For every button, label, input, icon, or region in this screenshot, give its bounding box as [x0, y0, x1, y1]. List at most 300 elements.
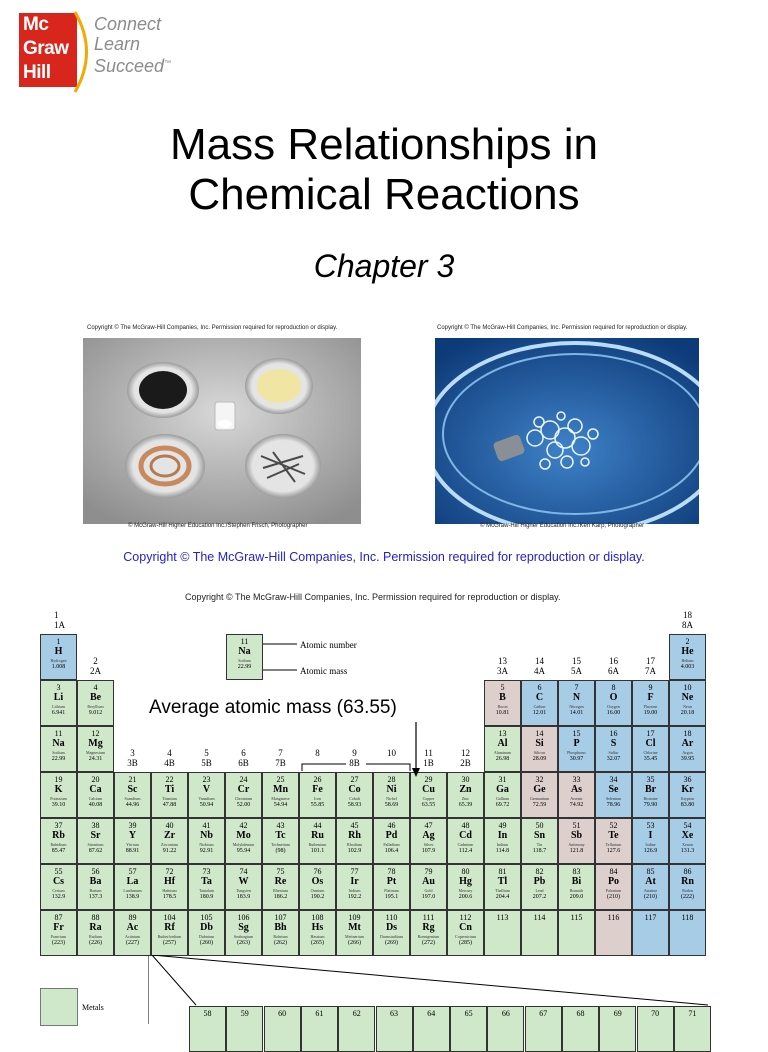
element-name: Tantalum: [198, 888, 215, 893]
element-name: Radium: [89, 934, 102, 939]
element-name: Selenium: [605, 796, 622, 801]
photo-reaction: [435, 338, 699, 524]
element-name: Palladium: [383, 842, 400, 847]
element-number: 57: [128, 867, 137, 876]
lanthanide-cell: [189, 1006, 226, 1052]
element-cell: [558, 818, 595, 864]
element-mass: 50.94: [199, 802, 214, 808]
element-symbol: La: [126, 876, 139, 887]
group-number: 1: [54, 610, 59, 620]
element-cell: [151, 818, 188, 864]
element-mass: 195.1: [384, 894, 399, 900]
element-number: 118: [681, 913, 694, 922]
trademark: ™: [164, 60, 172, 67]
element-number: 33: [572, 775, 581, 784]
element-name: Ruthenium: [308, 842, 327, 847]
element-name: Rutherfordium: [157, 934, 182, 939]
element-name: Iodine: [645, 842, 656, 847]
reaction-photo-illustration: [435, 338, 699, 524]
element-mass: 32.07: [606, 756, 621, 762]
element-cell: [373, 910, 410, 956]
element-name: Krypton: [680, 796, 695, 801]
element-cell: [521, 864, 558, 910]
element-mass: 22.99: [51, 756, 66, 762]
element-number: 114: [533, 913, 546, 922]
lanthanide-cell: [674, 1006, 711, 1052]
element-mass: 102.9: [347, 848, 362, 854]
element-number: 46: [387, 821, 396, 830]
element-number: 85: [646, 867, 655, 876]
element-symbol: Nb: [200, 830, 213, 841]
group-label: 2B: [460, 758, 471, 768]
element-symbol: Ge: [533, 784, 546, 795]
group-label: 3B: [127, 758, 138, 768]
element-mass: 55.85: [310, 802, 325, 808]
group-label: 6B: [238, 758, 249, 768]
element-number: 5: [500, 683, 505, 692]
element-mass: 58.93: [347, 802, 362, 808]
element-cell: [558, 772, 595, 818]
key-number: 11: [240, 637, 249, 646]
group-header: [54, 610, 91, 630]
element-name: Zinc: [461, 796, 470, 801]
element-mass: 65.39: [458, 802, 473, 808]
element-mass: 39.10: [51, 802, 66, 808]
element-cell: [151, 772, 188, 818]
element-mass: 91.22: [162, 848, 177, 854]
element-cell: [299, 818, 336, 864]
element-number: 22: [165, 775, 174, 784]
photo1-copyright: Copyright © The McGraw-Hill Companies, Inc. Permission required for reproduction or display.: [87, 325, 338, 331]
element-mass: (222): [681, 894, 694, 900]
lanthanide-cell: [450, 1006, 487, 1052]
element-cell: [336, 864, 373, 910]
element-number: 12: [91, 729, 100, 738]
element-cell: [521, 726, 558, 772]
element-symbol: Hs: [311, 922, 324, 933]
element-name: Copernicium: [455, 934, 476, 939]
lanthanide-cell: [301, 1006, 338, 1052]
element-cell: [669, 634, 706, 680]
element-name: Cadmium: [457, 842, 474, 847]
element-cell: [77, 818, 114, 864]
element-symbol: Ga: [496, 784, 509, 795]
logo-line-3: Hill: [23, 62, 51, 83]
element-symbol: W: [238, 876, 249, 887]
element-cell: [336, 910, 373, 956]
element-mass: 101.1: [310, 848, 325, 854]
element-symbol: Pt: [386, 876, 397, 887]
element-number: 29: [424, 775, 433, 784]
element-symbol: C: [535, 692, 544, 703]
key-cell: [226, 634, 263, 680]
element-number: 77: [350, 867, 359, 876]
element-mass: 44.96: [125, 802, 140, 808]
group-8b-bracket: [300, 755, 412, 773]
element-number: 84: [609, 867, 618, 876]
element-number: 61: [315, 1009, 324, 1018]
element-name: Copper: [422, 796, 435, 801]
element-number: 14: [535, 729, 544, 738]
element-name: Gallium: [495, 796, 510, 801]
logo-line-1: Mc: [23, 14, 49, 35]
element-number: 47: [424, 821, 433, 830]
element-name: Barium: [89, 888, 102, 893]
chapter-subtitle: Chapter 3: [313, 248, 455, 284]
element-cell: [77, 680, 114, 726]
element-number: 23: [202, 775, 211, 784]
tagline-succeed: Succeed: [94, 56, 165, 76]
element-mass: 47.88: [162, 802, 177, 808]
group-header: [225, 748, 262, 768]
element-symbol: Bh: [274, 922, 287, 933]
element-cell: [225, 772, 262, 818]
element-symbol: Sg: [238, 922, 249, 933]
element-symbol: Sn: [533, 830, 546, 841]
element-cell: [558, 910, 595, 956]
element-symbol: Sb: [570, 830, 583, 841]
element-cell: [114, 818, 151, 864]
element-name: Nickel: [386, 796, 397, 801]
element-name: Meitnerium: [345, 934, 364, 939]
element-mass: 9.012: [88, 710, 103, 716]
element-number: 65: [464, 1009, 473, 1018]
key-mass: 22.99: [237, 664, 252, 670]
element-number: 76: [313, 867, 322, 876]
element-number: 59: [240, 1009, 249, 1018]
photo-substances: [83, 338, 361, 524]
element-name: Radon: [682, 888, 693, 893]
element-cell: [669, 864, 706, 910]
group-header: [595, 656, 632, 676]
element-mass: (227): [126, 940, 139, 946]
element-cell: [373, 772, 410, 818]
element-number: 6: [537, 683, 542, 692]
element-name: Rhodium: [347, 842, 362, 847]
element-cell: [447, 818, 484, 864]
element-number: 105: [200, 913, 213, 922]
element-symbol: Tc: [275, 830, 286, 841]
periodic-table-copyright: Copyright © The McGraw-Hill Companies, Inc. Permission required for reproduction or display.: [185, 592, 561, 602]
group-label: 8B: [349, 758, 360, 768]
element-number: 28: [387, 775, 396, 784]
element-symbol: Co: [348, 784, 361, 795]
element-symbol: Cl: [645, 738, 656, 749]
element-mass: 10.81: [495, 710, 510, 716]
element-number: 67: [539, 1009, 548, 1018]
element-number: 116: [607, 913, 620, 922]
element-cell: [40, 680, 77, 726]
element-number: 51: [572, 821, 581, 830]
element-number: 38: [91, 821, 100, 830]
group-label: 4B: [164, 758, 175, 768]
element-mass: 4.003: [680, 664, 695, 670]
lanthanide-cell: [264, 1006, 301, 1052]
element-name: Niobium: [199, 842, 214, 847]
element-symbol: Sr: [90, 830, 101, 841]
element-cell: [40, 864, 77, 910]
element-name: Manganese: [271, 796, 290, 801]
element-cell: [151, 910, 188, 956]
element-symbol: Hf: [163, 876, 176, 887]
element-cell: [188, 910, 225, 956]
element-mass: (266): [348, 940, 361, 946]
group-label: 5A: [571, 666, 582, 676]
group-header: [114, 748, 151, 768]
key-symbol: Na: [238, 646, 251, 657]
element-symbol: Ca: [89, 784, 102, 795]
group-header: [484, 656, 521, 676]
group-header: [447, 748, 484, 768]
element-cell: [336, 772, 373, 818]
element-symbol: Mt: [348, 922, 361, 933]
group-label: 7B: [275, 758, 286, 768]
element-name: Xenon: [682, 842, 693, 847]
element-cell: [40, 818, 77, 864]
element-cell: [40, 910, 77, 956]
element-symbol: Cd: [459, 830, 472, 841]
element-mass: 79.90: [643, 802, 658, 808]
element-cell: [373, 818, 410, 864]
lanthanide-cell: [562, 1006, 599, 1052]
key-pointer-lines: [263, 638, 303, 678]
element-symbol: Zr: [163, 830, 176, 841]
element-mass: (260): [200, 940, 213, 946]
element-mass: 19.00: [643, 710, 658, 716]
element-symbol: Y: [128, 830, 137, 841]
element-mass: 106.4: [384, 848, 399, 854]
element-symbol: Cn: [459, 922, 472, 933]
element-number: 88: [91, 913, 100, 922]
element-cell: [595, 680, 632, 726]
element-symbol: Rh: [348, 830, 361, 841]
element-mass: 190.2: [310, 894, 325, 900]
element-name: Tellurium: [605, 842, 622, 847]
element-cell: [521, 818, 558, 864]
element-symbol: Ac: [126, 922, 139, 933]
group-label: 4A: [534, 666, 545, 676]
element-mass: 1.008: [51, 664, 66, 670]
element-number: 109: [348, 913, 361, 922]
element-number: 48: [461, 821, 470, 830]
element-symbol: Os: [311, 876, 324, 887]
element-cell: [40, 634, 77, 680]
element-number: 10: [683, 683, 692, 692]
element-number: 81: [498, 867, 507, 876]
element-number: 34: [609, 775, 618, 784]
element-cell: [669, 910, 706, 956]
element-cell: [40, 772, 77, 818]
key-name: Sodium: [238, 658, 251, 663]
group-label: 1A: [54, 620, 65, 630]
element-cell: [188, 772, 225, 818]
tagline-learn: Learn: [94, 34, 141, 54]
element-number: 66: [501, 1009, 510, 1018]
element-cell: [410, 864, 447, 910]
element-cell: [484, 910, 521, 956]
element-number: 110: [385, 913, 398, 922]
element-number: 39: [128, 821, 137, 830]
element-number: 19: [54, 775, 63, 784]
photo2-copyright: Copyright © The McGraw-Hill Companies, Inc. Permission required for reproduction or display.: [437, 325, 688, 331]
element-symbol: Na: [52, 738, 65, 749]
element-number: 70: [651, 1009, 660, 1018]
group-number: 13: [498, 656, 507, 666]
lanthanide-cell: [637, 1006, 674, 1052]
element-symbol: Te: [608, 830, 619, 841]
element-number: 24: [239, 775, 248, 784]
element-number: 55: [54, 867, 63, 876]
element-number: 111: [422, 913, 435, 922]
element-cell: [77, 864, 114, 910]
element-mass: 12.01: [532, 710, 547, 716]
element-number: 26: [313, 775, 322, 784]
element-name: Nitrogen: [569, 704, 584, 709]
element-symbol: Bi: [571, 876, 582, 887]
element-mass: 197.0: [421, 894, 436, 900]
element-cell: [595, 864, 632, 910]
element-cell: [521, 680, 558, 726]
element-cell: [77, 772, 114, 818]
element-number: 75: [276, 867, 285, 876]
element-mass: 192.2: [347, 894, 362, 900]
element-symbol: Fe: [312, 784, 323, 795]
element-mass: (269): [385, 940, 398, 946]
element-name: Cobalt: [349, 796, 360, 801]
element-number: 58: [203, 1009, 212, 1018]
group-label: 1B: [423, 758, 434, 768]
element-number: 1: [56, 637, 61, 646]
logo-line-2: Graw: [23, 38, 69, 59]
element-number: 64: [427, 1009, 436, 1018]
tagline-connect: Connect: [94, 14, 162, 34]
group-header: [77, 656, 114, 676]
group-number: 16: [609, 656, 618, 666]
group-number: 17: [646, 656, 655, 666]
element-cell: [632, 680, 669, 726]
element-number: 107: [274, 913, 287, 922]
element-cell: [114, 864, 151, 910]
element-cell: [632, 772, 669, 818]
element-mass: 126.9: [643, 848, 658, 854]
slide-title: [0, 120, 768, 220]
lanthanide-cell: [376, 1006, 413, 1052]
element-name: Titanium: [162, 796, 177, 801]
element-mass: 83.80: [680, 802, 695, 808]
element-name: Astatine: [643, 888, 658, 893]
element-symbol: Ba: [89, 876, 102, 887]
element-name: Polonium: [605, 888, 622, 893]
element-number: 30: [461, 775, 470, 784]
photo1-credit: © McGraw-Hill Higher Education Inc./Stephen Frisch, Photographer: [128, 523, 308, 529]
element-cell: [632, 726, 669, 772]
element-mass: (285): [459, 940, 472, 946]
element-name: Iron: [314, 796, 321, 801]
element-mass: 209.0: [569, 894, 584, 900]
element-number: 52: [609, 821, 618, 830]
element-name: Vanadium: [198, 796, 215, 801]
element-mass: 118.7: [532, 848, 547, 854]
group-number: 4: [167, 748, 172, 758]
element-name: Antimony: [568, 842, 585, 847]
element-symbol: Sc: [127, 784, 138, 795]
element-cell: [669, 818, 706, 864]
element-number: 25: [276, 775, 285, 784]
element-name: Hydrogen: [50, 658, 67, 663]
element-symbol: B: [499, 692, 506, 703]
element-cell: [632, 910, 669, 956]
element-cell: [558, 726, 595, 772]
element-number: 3: [56, 683, 61, 692]
lanthanide-cell: [338, 1006, 375, 1052]
logo-tagline: [94, 14, 171, 76]
element-symbol: Ne: [681, 692, 694, 703]
element-number: 73: [202, 867, 211, 876]
group-number: 6: [241, 748, 246, 758]
element-symbol: Tl: [497, 876, 508, 887]
element-number: 80: [461, 867, 470, 876]
element-mass: (226): [89, 940, 102, 946]
group-number: 14: [535, 656, 544, 666]
element-name: Helium: [681, 658, 694, 663]
element-number: 15: [572, 729, 581, 738]
element-name: Bismuth: [569, 888, 584, 893]
element-mass: 114.8: [495, 848, 510, 854]
element-symbol: F: [647, 692, 654, 703]
element-mass: 16.00: [606, 710, 621, 716]
element-name: Cesium: [52, 888, 65, 893]
group-number: 3: [130, 748, 135, 758]
element-name: Carbon: [533, 704, 546, 709]
element-symbol: Se: [608, 784, 619, 795]
group-label: 7A: [645, 666, 656, 676]
element-mass: 63.55: [421, 802, 436, 808]
group-header: [558, 656, 595, 676]
element-symbol: Br: [644, 784, 657, 795]
element-cell: [299, 910, 336, 956]
group-number: 9: [352, 748, 357, 758]
element-symbol: Ta: [201, 876, 212, 887]
element-mass: 200.6: [458, 894, 473, 900]
element-cell: [558, 680, 595, 726]
element-cell: [521, 772, 558, 818]
element-number: 20: [91, 775, 100, 784]
element-mass: 95.94: [236, 848, 251, 854]
element-mass: 204.4: [495, 894, 510, 900]
element-mass: 69.72: [495, 802, 510, 808]
element-cell: [114, 772, 151, 818]
element-number: 44: [313, 821, 322, 830]
element-number: 36: [683, 775, 692, 784]
element-symbol: Pd: [385, 830, 398, 841]
title-line-2: Chemical Reactions: [188, 170, 580, 219]
element-name: Bohrium: [273, 934, 288, 939]
element-name: Strontium: [87, 842, 104, 847]
element-mass: 180.9: [199, 894, 214, 900]
element-number: 37: [54, 821, 63, 830]
element-symbol: Rg: [422, 922, 435, 933]
element-number: 53: [646, 821, 655, 830]
element-symbol: Be: [89, 692, 102, 703]
group-number: 18: [683, 610, 692, 620]
lanthanide-cell: [413, 1006, 450, 1052]
element-mass: 137.3: [88, 894, 103, 900]
group-number: 2: [93, 656, 98, 666]
element-cell: [299, 864, 336, 910]
element-name: Lithium: [52, 704, 65, 709]
element-cell: [669, 726, 706, 772]
element-symbol: Hg: [459, 876, 472, 887]
